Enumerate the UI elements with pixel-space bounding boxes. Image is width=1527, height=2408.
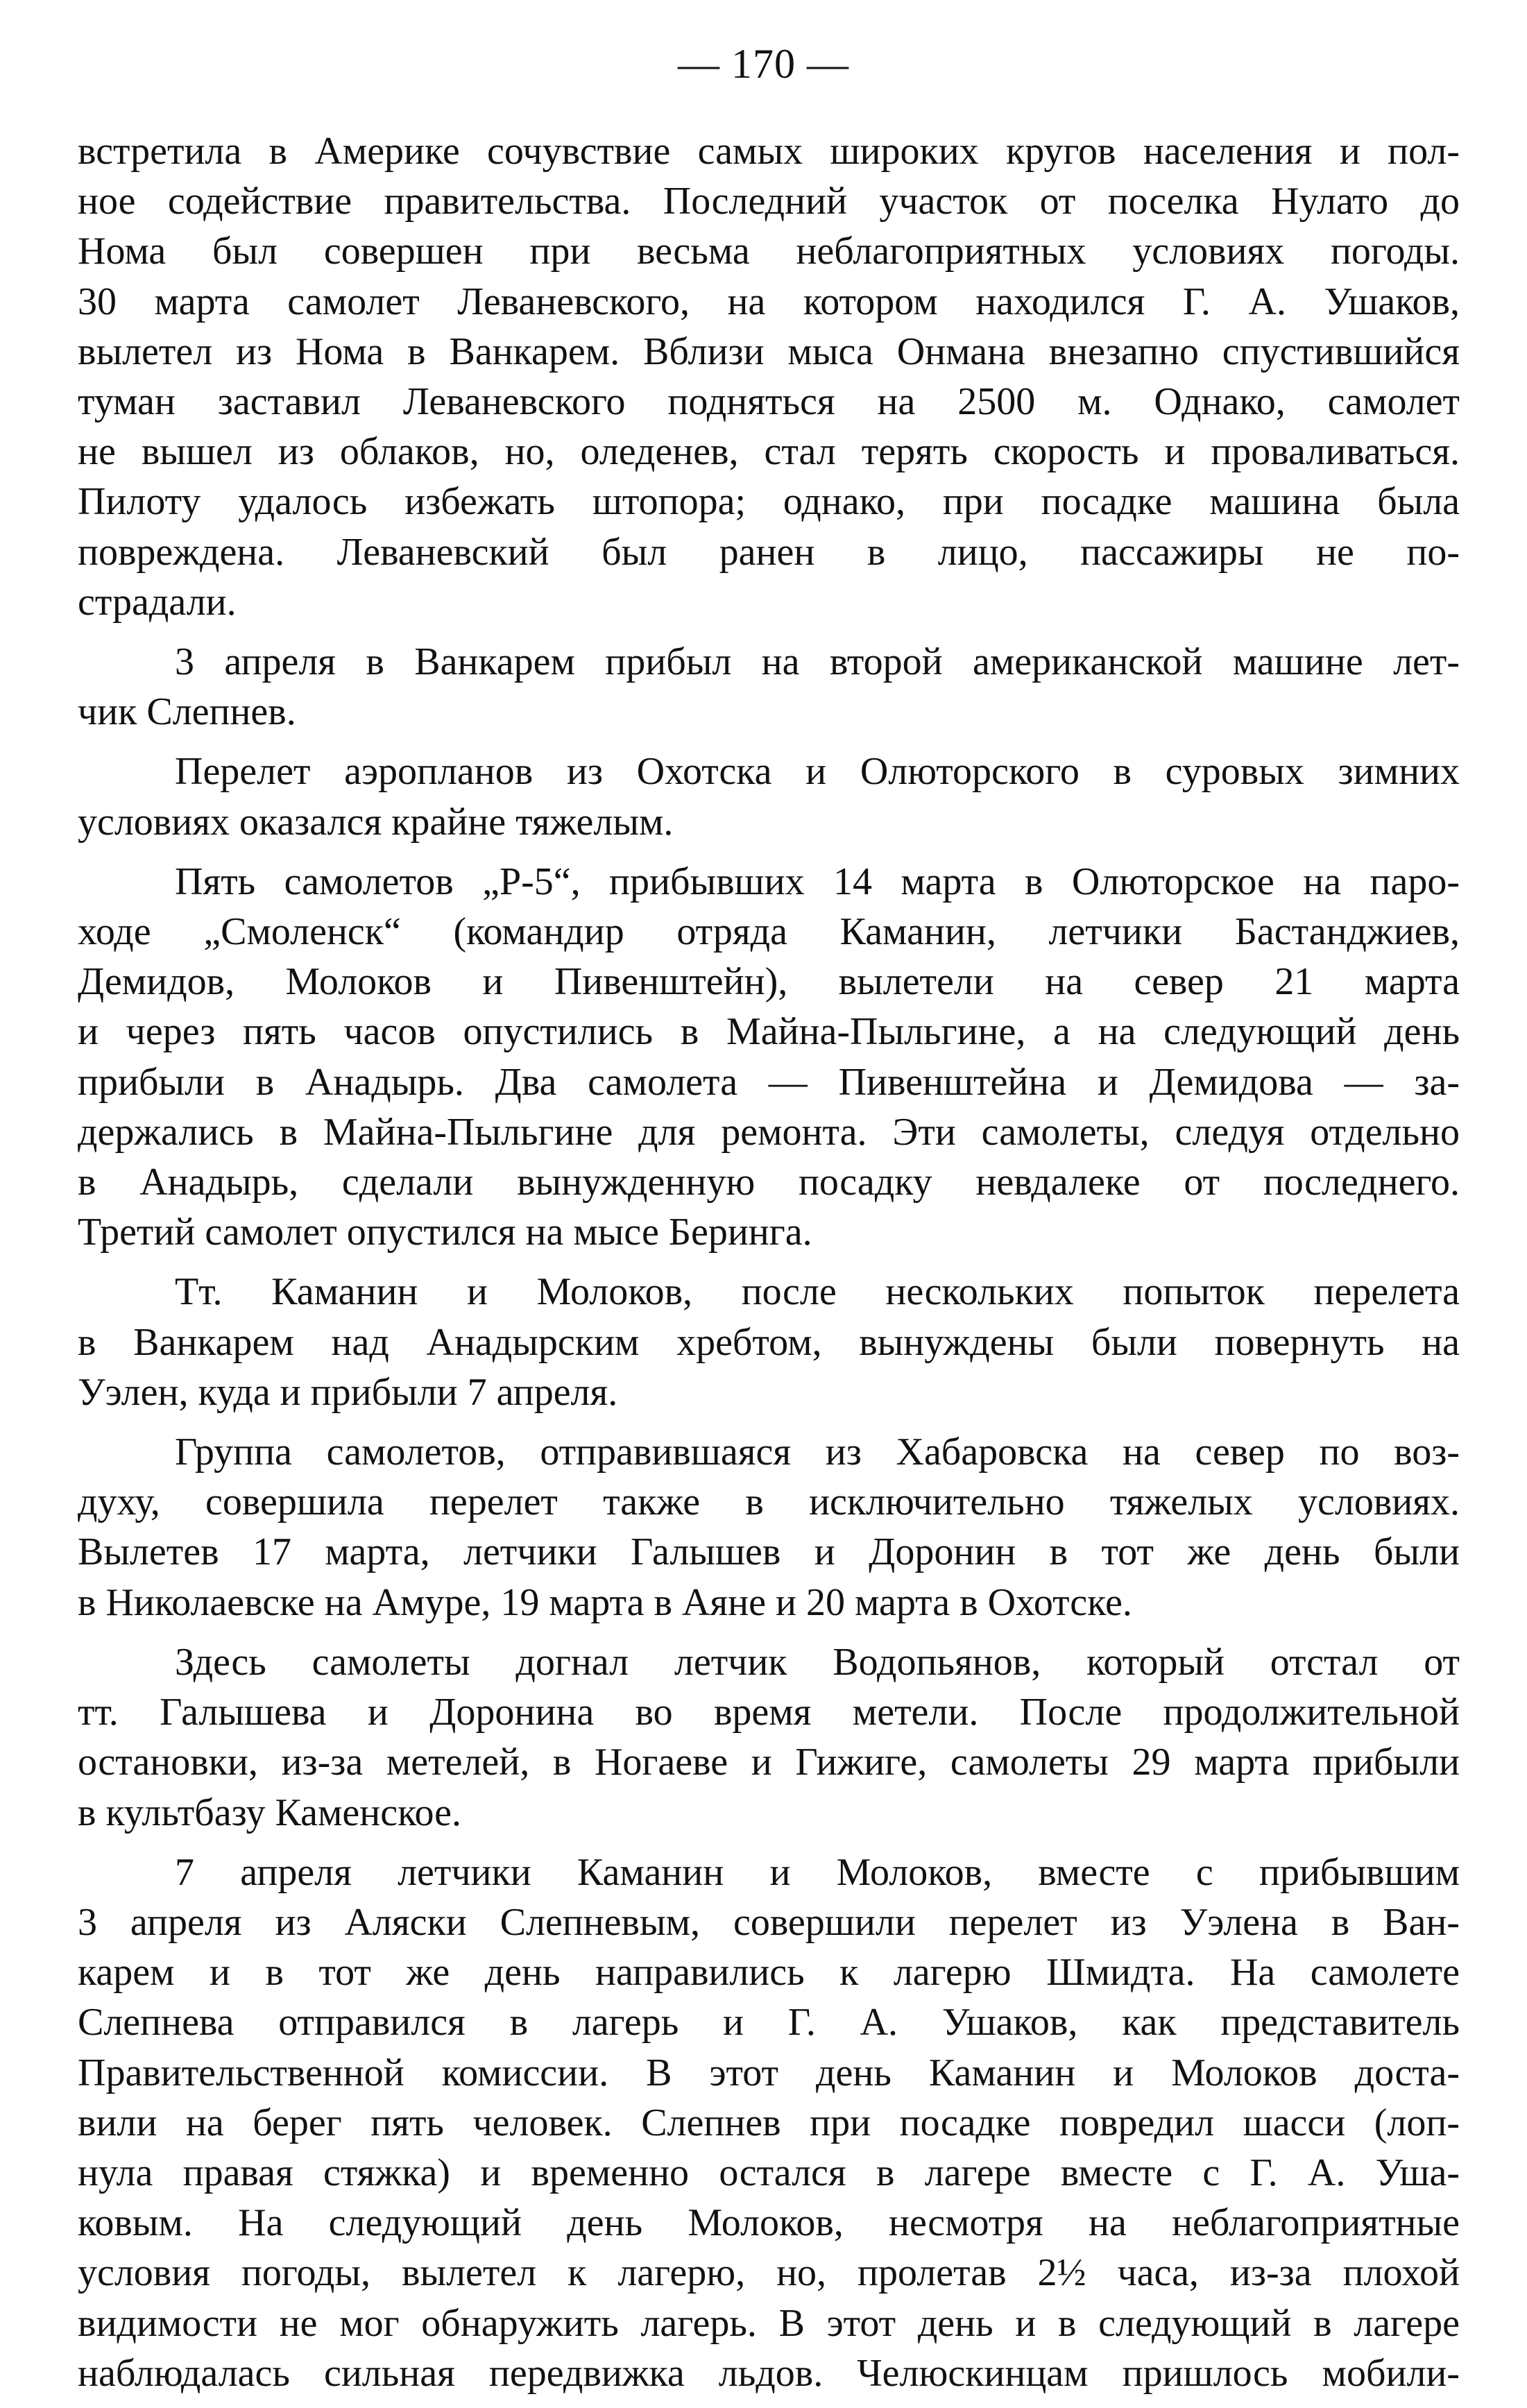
text-line: туман заставил Леваневского подняться на 2500 м. Однако, самолет	[78, 380, 1460, 424]
text-line: страдали.	[78, 580, 237, 624]
text-line: Пять самолетов „Р-5“, прибывших 14 марта в Олюторское на паро-	[175, 860, 1460, 903]
text-line: встретила в Америке сочувствие самых широких кругов населения и пол-	[78, 130, 1460, 173]
text-line: Нома был совершен при весьма неблагоприятных условиях погоды.	[78, 230, 1460, 273]
text-line: вили на берег пять человек. Слепнев при посадке повредил шасси (лоп-	[78, 2101, 1460, 2144]
text-line: прибыли в Анадырь. Два самолета — Пивенштейна и Демидова — за-	[78, 1060, 1460, 1104]
text-line: Демидов, Молоков и Пивенштейн), вылетели на север 21 марта	[78, 960, 1460, 1004]
page-number: — 170 —	[678, 41, 849, 87]
paragraph-1	[78, 126, 1460, 627]
paragraph-4	[78, 857, 1460, 1258]
text-line: держались в Майна-Пыльгине для ремонта. Эти самолеты, следуя отдельно	[78, 1110, 1460, 1154]
text-line: Тт. Каманин и Молоков, после нескольких попыток перелета	[175, 1270, 1460, 1314]
text-line: Третий самолет опустился на мысе Беринга.	[78, 1211, 812, 1254]
text-line: в Ванкарем над Анадырским хребтом, вынуждены были повернуть на	[78, 1320, 1460, 1364]
paragraph-6	[78, 1427, 1460, 1628]
text-line: духу, совершила перелет также в исключительно тяжелых условиях.	[78, 1480, 1460, 1524]
text-line: условиях оказался крайне тяжелым.	[78, 800, 674, 844]
text-line: в Анадырь, сделали вынужденную посадку невдалеке от последнего.	[78, 1161, 1460, 1204]
paragraph-2	[78, 637, 1460, 737]
paragraph-5	[78, 1267, 1460, 1417]
text-line: 30 марта самолет Леваневского, на котором находился Г. А. Ушаков,	[78, 280, 1460, 323]
text-line: ковым. На следующий день Молоков, несмотря на неблагоприятные	[78, 2201, 1460, 2245]
text-line: Пилоту удалось избежать штопора; однако, при посадке машина была	[78, 480, 1460, 524]
paragraph-3	[78, 746, 1460, 846]
text-line: в культбазу Каменское.	[78, 1791, 461, 1834]
paragraph-7	[78, 1637, 1460, 1838]
text-line: условия погоды, вылетел к лагерю, но, пролетав 2½ часа, из-за плохой	[78, 2251, 1460, 2295]
text-line: 3 апреля из Аляски Слепневым, совершили перелет из Уэлена в Ван-	[78, 1900, 1460, 1944]
text-line: чик Слепнев.	[78, 690, 296, 734]
text-line: нула правая стяжка) и временно остался в лагере вместе с Г. А. Уша-	[78, 2151, 1460, 2194]
body-text	[78, 126, 1460, 2408]
text-line: Вылетев 17 марта, летчики Галышев и Доронин в тот же день были	[78, 1530, 1460, 1574]
text-line: не вышел из облаков, но, оледенев, стал терять скорость и проваливаться.	[78, 430, 1460, 474]
text-line: Здесь самолеты догнал летчик Водопьянов, который отстал от	[175, 1640, 1460, 1684]
text-line: Уэлен, куда и прибыли 7 апреля.	[78, 1370, 618, 1414]
text-line: остановки, из-за метелей, в Ногаеве и Гижиге, самолеты 29 марта прибыли	[78, 1741, 1460, 1784]
text-line: Правительственной комиссии. В этот день Каманин и Молоков доста-	[78, 2051, 1460, 2094]
paragraph-8	[78, 1847, 1460, 2398]
text-line: и через пять часов опустились в Майна-Пыльгине, а на следующий день	[78, 1010, 1460, 1054]
text-line: 3 апреля в Ванкарем прибыл на второй американской машине лет-	[175, 640, 1460, 684]
text-line: Группа самолетов, отправившаяся из Хабаровска на север по воз-	[175, 1431, 1460, 1474]
text-line: вылетел из Нома в Ванкарем. Вблизи мыса Онмана внезапно спустившийся	[78, 330, 1460, 373]
text-line: повреждена. Леваневский был ранен в лицо, пассажиры не по-	[78, 530, 1460, 574]
text-line: видимости не мог обнаружить лагерь. В этот день и в следующий в лагере	[78, 2301, 1460, 2345]
text-line: 7 апреля летчики Каманин и Молоков, вместе с прибывшим	[175, 1850, 1460, 1894]
text-line: наблюдалась сильная передвижка льдов. Челюскинцам пришлось мобили-	[78, 2351, 1460, 2395]
text-line: карем и в тот же день направились к лагерю Шмидта. На самолете	[78, 1951, 1460, 1995]
text-line: Перелет аэропланов из Охотска и Олюторского в суровых зимних	[175, 750, 1460, 794]
text-line: ное содействие правительства. Последний участок от поселка Нулато до	[78, 180, 1460, 223]
text-line: ходе „Смоленск“ (командир отряда Каманин, летчики Бастанджиев,	[78, 910, 1460, 954]
text-line: Слепнева отправился в лагерь и Г. А. Ушаков, как представитель	[78, 2001, 1460, 2044]
text-line: в Николаевске на Амуре, 19 марта в Аяне и 20 марта в Охотске.	[78, 1580, 1132, 1624]
text-line: тт. Галышева и Доронина во время метели. После продолжительной	[78, 1691, 1460, 1734]
